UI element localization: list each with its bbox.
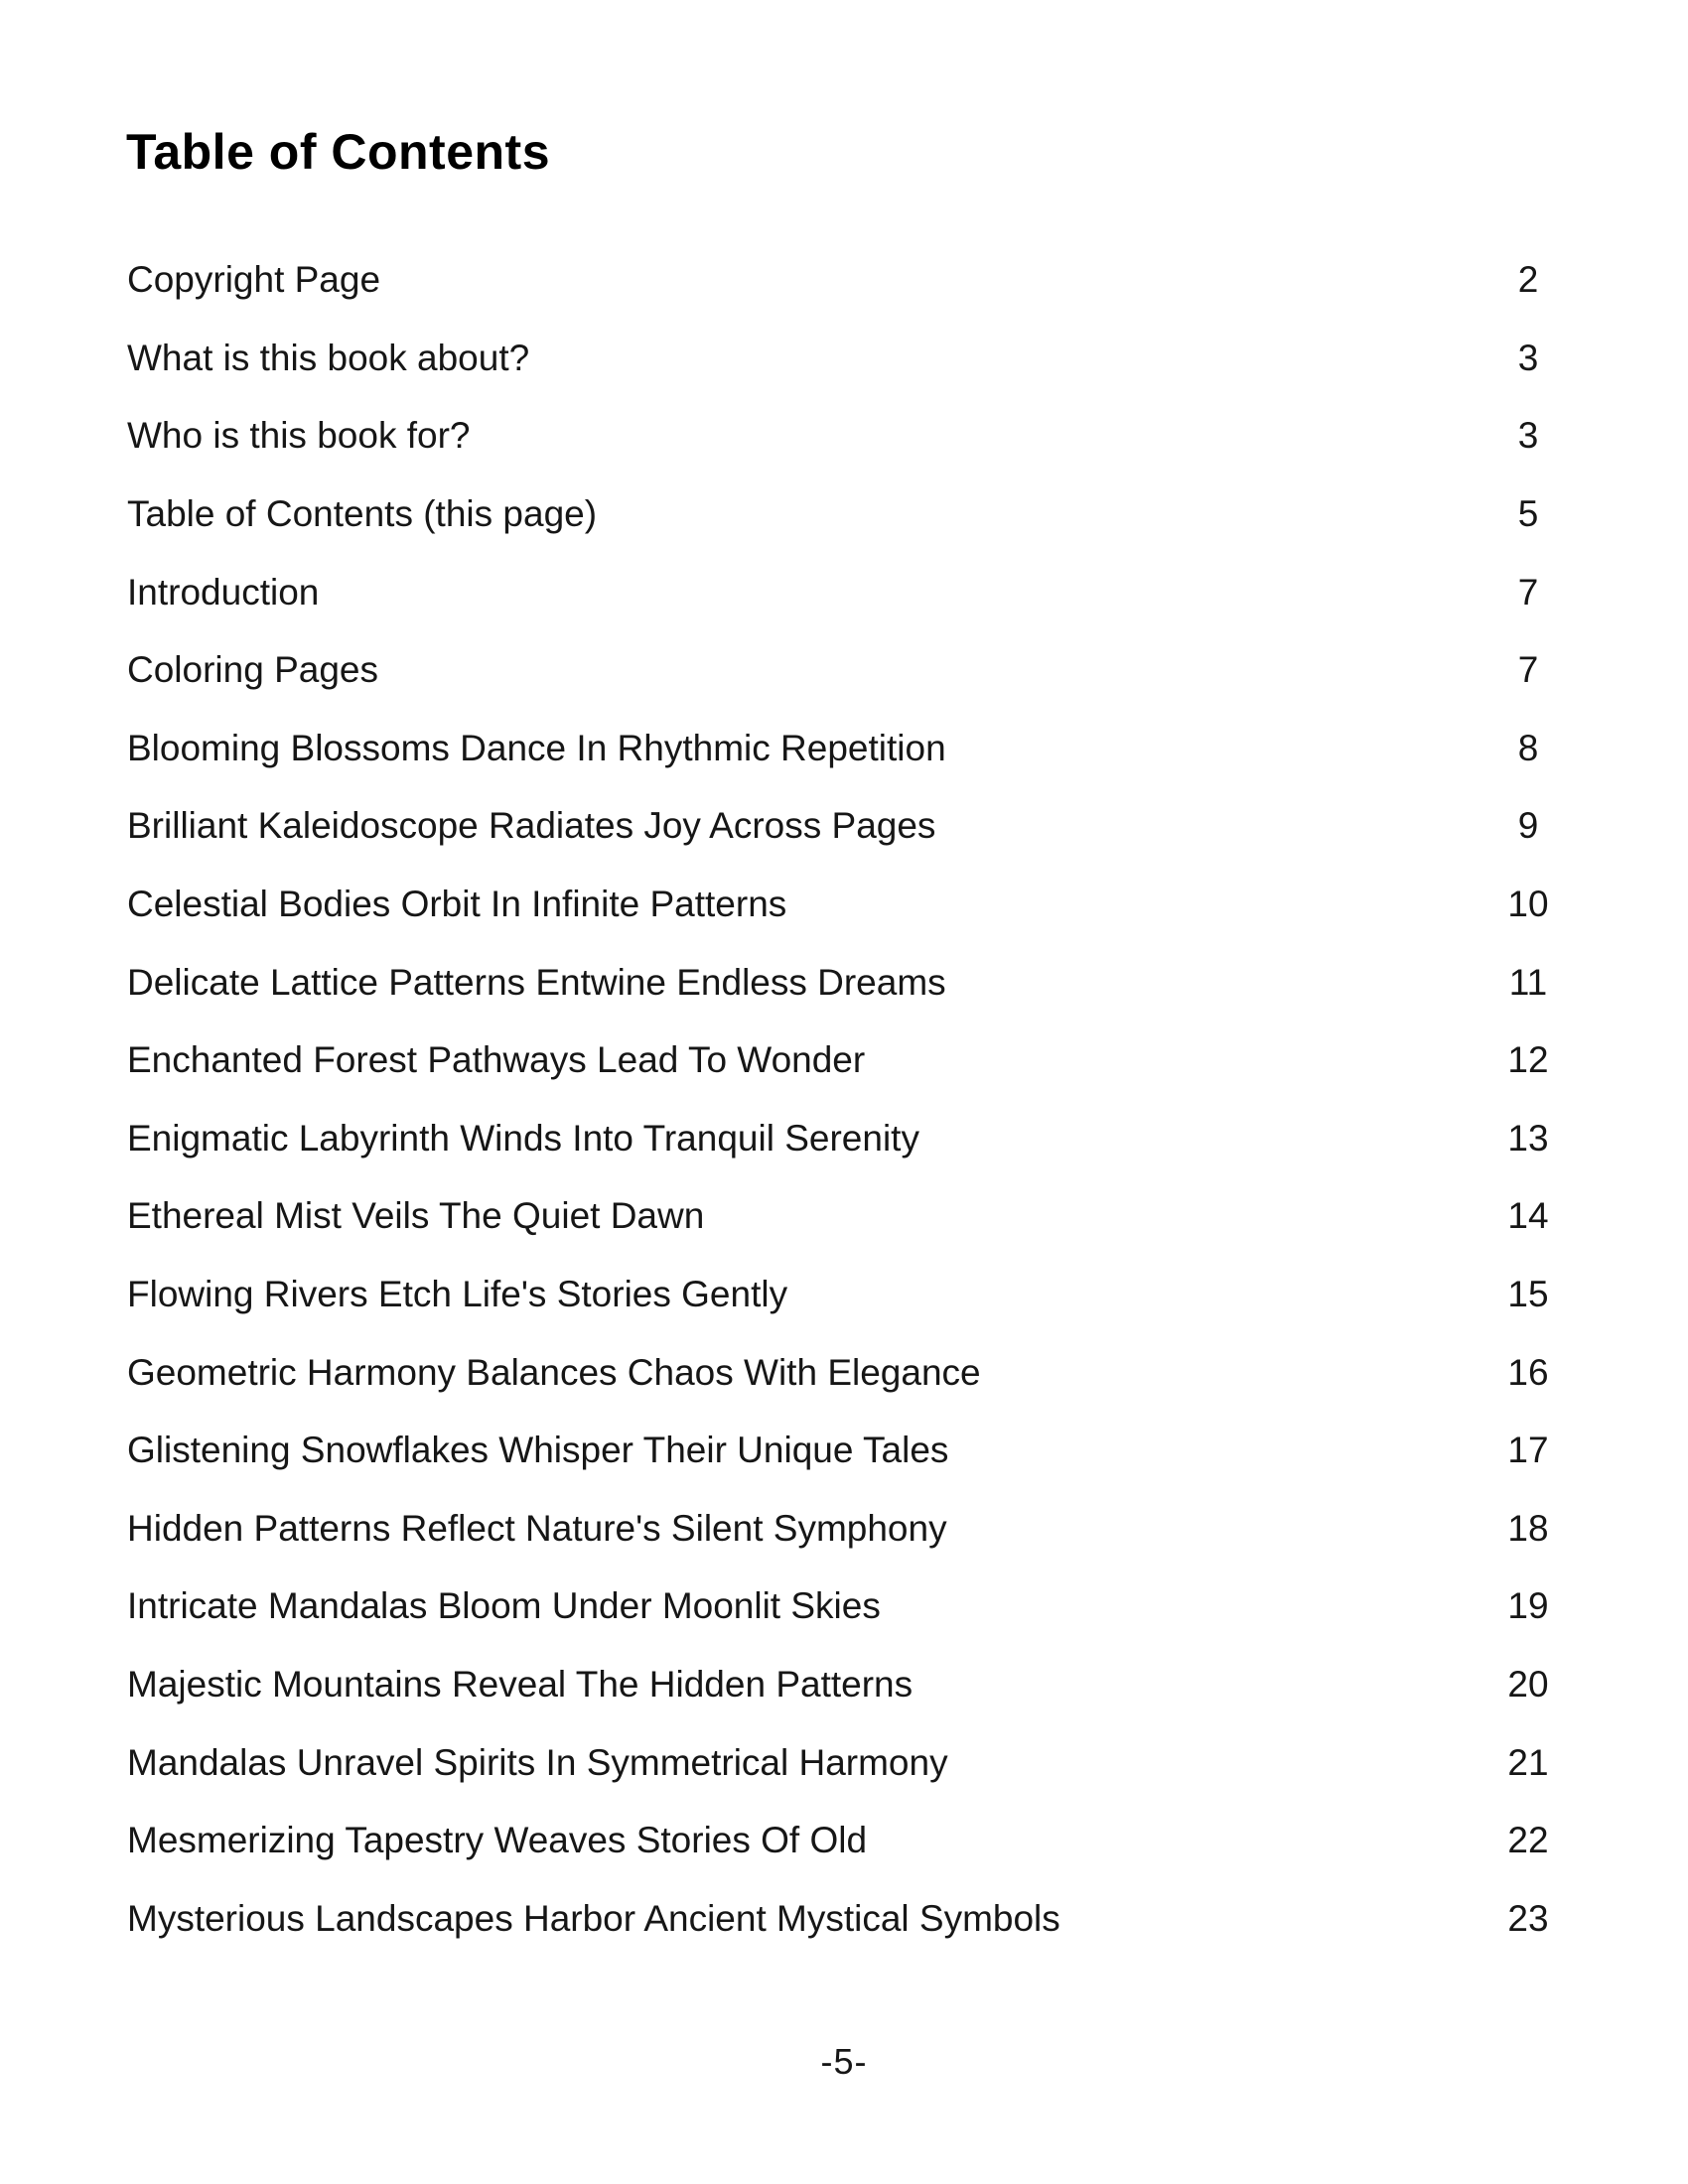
toc-entry-page-number: 10 <box>1507 884 1549 925</box>
toc-entry-label: Table of Contents (this page) <box>127 493 598 535</box>
toc-entry-page-number: 19 <box>1507 1585 1549 1627</box>
toc-entry <box>127 943 1564 1022</box>
toc-entry <box>127 1333 1564 1412</box>
toc-entry-page-number: 16 <box>1507 1351 1549 1393</box>
toc-entry-page-number: 22 <box>1507 1820 1549 1861</box>
toc-entry-page-number: 13 <box>1507 1117 1549 1159</box>
toc-entry-label: Flowing Rivers Etch Life's Stories Gently <box>127 1274 788 1315</box>
toc-entry-label: Blooming Blossoms Dance In Rhythmic Repetition <box>127 727 946 768</box>
toc-entry-label: Glistening Snowflakes Whisper Their Unique Tales <box>127 1430 949 1471</box>
toc-entry-label: Geometric Harmony Balances Chaos With Elegance <box>127 1351 981 1393</box>
toc-entry-page-number: 18 <box>1507 1507 1549 1549</box>
toc-entry-label: Mysterious Landscapes Harbor Ancient Mystical Symbols <box>127 1897 1060 1939</box>
toc-entry-page-number: 17 <box>1507 1430 1549 1471</box>
toc-entry <box>127 1879 1564 1958</box>
toc-entry-page-number: 5 <box>1517 493 1539 535</box>
toc-entry <box>127 1022 1564 1100</box>
toc-entry-page-number: 20 <box>1507 1663 1549 1705</box>
toc-entry-page-number: 21 <box>1507 1741 1549 1783</box>
toc-entry-page-number: 11 <box>1508 961 1548 1003</box>
toc-entry <box>127 1256 1564 1334</box>
toc-entry <box>127 1646 1564 1724</box>
toc-entry-page-number: 3 <box>1517 337 1539 378</box>
toc-entry-label: Hidden Patterns Reflect Nature's Silent Symphony <box>127 1507 947 1549</box>
page-title: Table of Contents <box>126 123 551 180</box>
toc-entry-label: Copyright Page <box>127 259 381 301</box>
toc-entry-page-number: 9 <box>1517 805 1539 847</box>
toc-entry-label: Brilliant Kaleidoscope Radiates Joy Across Pages <box>127 805 936 847</box>
toc-entry <box>127 710 1564 788</box>
toc-entry <box>127 320 1564 398</box>
toc-entry <box>127 553 1564 631</box>
toc-entry <box>127 476 1564 554</box>
toc-entry-label: Coloring Pages <box>127 649 378 691</box>
toc-entry <box>127 241 1564 320</box>
toc-entry-label: Who is this book for? <box>127 415 471 457</box>
toc-entry-label: Celestial Bodies Orbit In Infinite Patterns <box>127 884 787 925</box>
toc-entry-label: Mesmerizing Tapestry Weaves Stories Of Old <box>127 1820 868 1861</box>
toc-entry <box>127 1177 1564 1256</box>
toc-entry-label: Delicate Lattice Patterns Entwine Endless Dreams <box>127 961 946 1003</box>
toc-entry <box>127 787 1564 866</box>
toc-entry <box>127 631 1564 710</box>
toc-entry-page-number: 2 <box>1517 259 1539 301</box>
toc-entry-page-number: 3 <box>1517 415 1539 457</box>
toc-entry-page-number: 23 <box>1507 1897 1549 1939</box>
toc-entry-page-number: 7 <box>1517 571 1539 613</box>
toc-entry-label: What is this book about? <box>127 337 530 378</box>
toc-entry <box>127 866 1564 944</box>
toc-entry-label: Introduction <box>127 571 320 613</box>
toc-entry-page-number: 12 <box>1507 1039 1549 1081</box>
toc-entry-label: Enchanted Forest Pathways Lead To Wonder <box>127 1039 866 1081</box>
toc-entry-page-number: 14 <box>1507 1195 1549 1237</box>
toc-entry-page-number: 7 <box>1517 649 1539 691</box>
toc-entry-page-number: 15 <box>1507 1274 1549 1315</box>
toc-entry-page-number: 8 <box>1517 727 1539 768</box>
toc-entry <box>127 1568 1564 1646</box>
toc-entry <box>127 1723 1564 1802</box>
toc-entry-label: Intricate Mandalas Bloom Under Moonlit Skies <box>127 1585 881 1627</box>
toc-entry <box>127 397 1564 476</box>
toc-entry <box>127 1490 1564 1569</box>
toc-entry <box>127 1802 1564 1880</box>
toc-entry <box>127 1100 1564 1178</box>
toc-list <box>127 241 1564 1958</box>
toc-entry <box>127 1412 1564 1490</box>
toc-entry-label: Ethereal Mist Veils The Quiet Dawn <box>127 1195 705 1237</box>
toc-entry-label: Mandalas Unravel Spirits In Symmetrical Harmony <box>127 1741 948 1783</box>
toc-entry-label: Majestic Mountains Reveal The Hidden Patterns <box>127 1663 914 1705</box>
toc-entry-label: Enigmatic Labyrinth Winds Into Tranquil Serenity <box>127 1117 919 1159</box>
footer-page-number: -5- <box>820 2041 868 2082</box>
